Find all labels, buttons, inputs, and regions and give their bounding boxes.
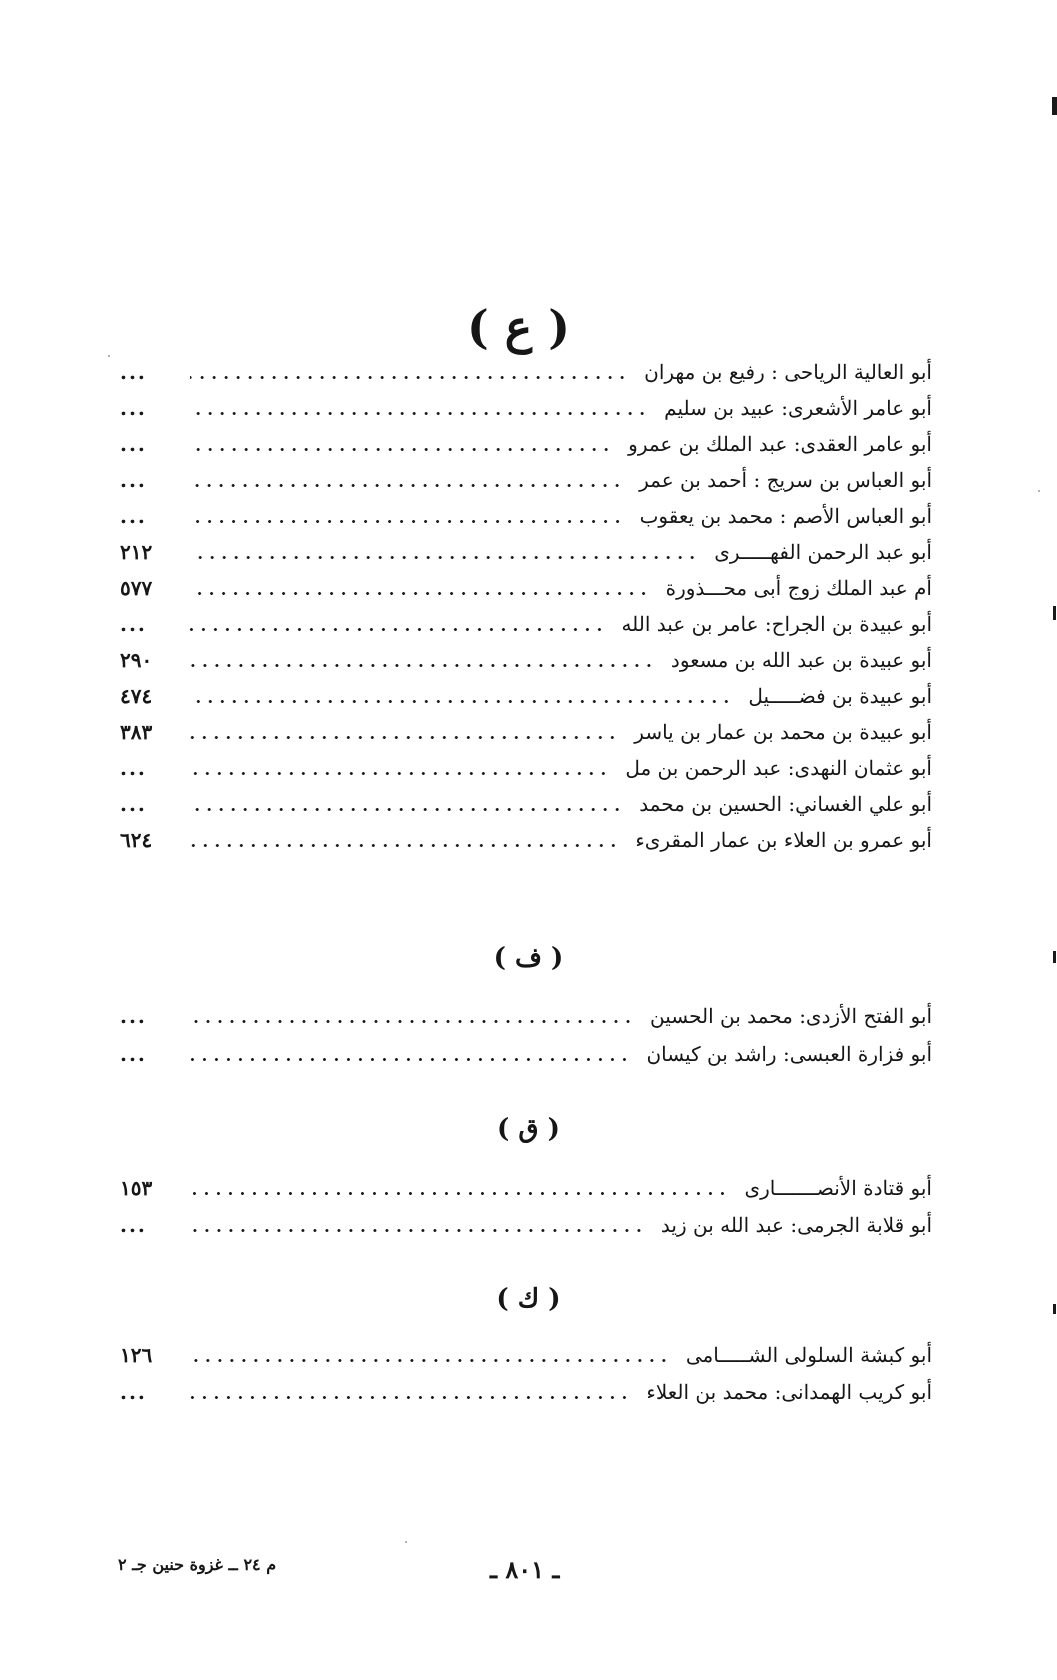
- dot-leader: [190, 555, 698, 560]
- index-entry: [120, 676, 932, 710]
- scan-speck: [405, 1541, 407, 1543]
- scan-speck: [1038, 490, 1040, 492]
- entry-name: أبو عبيدة بن الجراح: عامر بن عبد الله: [621, 612, 932, 636]
- entry-page-number: ...: [120, 468, 147, 492]
- dot-leader: [190, 447, 612, 452]
- entry-page-number: ...: [120, 792, 147, 816]
- entry-page-number: ...: [120, 612, 147, 636]
- dot-leader: [190, 519, 624, 524]
- entry-page-number: ١٥٣: [120, 1176, 153, 1200]
- dot-leader: [190, 735, 618, 740]
- dot-leader: [190, 483, 623, 488]
- entry-page-number: ١٢٦: [120, 1343, 153, 1367]
- entry-page-number: ٦٢٤: [120, 828, 153, 852]
- entry-name: أم عبد الملك زوج أبى محـــذورة: [665, 576, 932, 600]
- entry-page-number: ٢١٢: [120, 540, 153, 564]
- dot-leader: [190, 411, 648, 416]
- entry-page-number: ...: [120, 360, 147, 384]
- index-entry: [120, 568, 932, 602]
- index-entry: [120, 748, 932, 782]
- index-entry: [120, 712, 932, 746]
- entry-name: أبو عامر العقدى: عبد الملك بن عمرو: [628, 432, 932, 456]
- entry-page-number: ٣٨٣: [120, 720, 153, 744]
- entry-name: أبو فزارة العبسى: راشد بن كيسان: [646, 1042, 932, 1066]
- margin-mark: [1053, 951, 1056, 963]
- dot-leader: [190, 663, 655, 668]
- entry-page-number: ...: [120, 756, 147, 780]
- entry-page-number: ...: [120, 1004, 147, 1028]
- dot-leader: [190, 1191, 728, 1196]
- entry-name: أبو عثمان النهدى: عبد الرحمن بن مل: [625, 756, 932, 780]
- index-entry: [120, 424, 932, 458]
- index-entry: [120, 1168, 932, 1202]
- entry-name: أبو كريب الهمدانى: محمد بن العلاء: [646, 1380, 932, 1404]
- entry-name: أبو العباس بن سريج : أحمد بن عمر: [639, 468, 932, 492]
- margin-mark: [1052, 97, 1057, 115]
- entry-name: أبو عبد الرحمن الفهـــــرى: [714, 540, 932, 564]
- entry-name: أبو العباس الأصم : محمد بن يعقوب: [639, 504, 932, 528]
- dot-leader: [190, 375, 628, 380]
- entry-page-number: ...: [120, 504, 147, 528]
- dot-leader: [190, 843, 619, 848]
- entry-page-number: ٤٧٤: [120, 684, 153, 708]
- entry-page-number: ...: [120, 1380, 147, 1404]
- index-entry: [120, 1335, 932, 1369]
- entry-name: أبو عبيدة بن فضـــــيل: [748, 684, 932, 708]
- margin-mark: [1053, 1304, 1056, 1314]
- index-entry: [120, 1034, 932, 1068]
- margin-mark: [1053, 606, 1056, 620]
- dot-leader: [190, 1019, 634, 1024]
- dot-leader: [190, 807, 623, 812]
- entry-page-number: ٢٩٠: [120, 648, 153, 672]
- entry-name: أبو عامر الأشعرى: عبيد بن سليم: [664, 396, 932, 420]
- entry-page-number: ...: [120, 1213, 147, 1237]
- entry-name: أبو قلابة الجرمى: عبد الله بن زيد: [660, 1213, 932, 1237]
- footer-page-number: ـ ٨٠١ ـ: [490, 1555, 560, 1584]
- section-heading-kaf: ( ك ): [496, 1284, 561, 1314]
- entry-name: أبو كبشة السلولى الشـــــامى: [685, 1343, 932, 1367]
- scan-speck: [108, 355, 110, 357]
- index-entry: [120, 352, 932, 386]
- index-entry: [120, 1372, 932, 1406]
- entry-page-number: ...: [120, 432, 147, 456]
- index-entry: [120, 496, 932, 530]
- index-entry: [120, 532, 932, 566]
- entry-page-number: ...: [120, 396, 147, 420]
- index-entry: [120, 1205, 932, 1239]
- entry-name: أبو عبيدة بن محمد بن عمار بن ياسر: [634, 720, 932, 744]
- entry-name: أبو الفتح الأزدى: محمد بن الحسين: [649, 1004, 932, 1028]
- entry-name: أبو العالية الرياحى : رفيع بن مهران: [644, 360, 932, 384]
- dot-leader: [190, 627, 605, 632]
- entry-name: أبو عبيدة بن عبد الله بن مسعود: [670, 648, 932, 672]
- index-entry: [120, 820, 932, 854]
- index-entry: [120, 784, 932, 818]
- dot-leader: [190, 1395, 630, 1400]
- section-heading-qaf: ( ق ): [497, 1114, 560, 1144]
- index-entry: [120, 996, 932, 1030]
- entry-page-number: ٥٧٧: [120, 576, 153, 600]
- dot-leader: [190, 591, 650, 596]
- dot-leader: [190, 1358, 670, 1363]
- entry-page-number: ...: [120, 1042, 147, 1066]
- section-heading-fa: ( ف ): [493, 943, 564, 973]
- section-heading-ain: ( ع ): [466, 300, 570, 354]
- index-entry: [120, 388, 932, 422]
- entry-name: أبو عمرو بن العلاء بن عمار المقرىء: [635, 828, 932, 852]
- dot-leader: [190, 771, 609, 776]
- dot-leader: [190, 699, 732, 704]
- index-entry: [120, 604, 932, 638]
- dot-leader: [190, 1228, 645, 1233]
- index-entry: [120, 460, 932, 494]
- footer-signature: م ٢٤ ــ غزوة حنين جـ ٢: [118, 1555, 277, 1574]
- entry-name: أبو قتادة الأنصـــــــارى: [744, 1176, 932, 1200]
- index-entry: [120, 640, 932, 674]
- dot-leader: [190, 1057, 630, 1062]
- entry-name: أبو علي الغساني: الحسين بن محمد: [639, 792, 932, 816]
